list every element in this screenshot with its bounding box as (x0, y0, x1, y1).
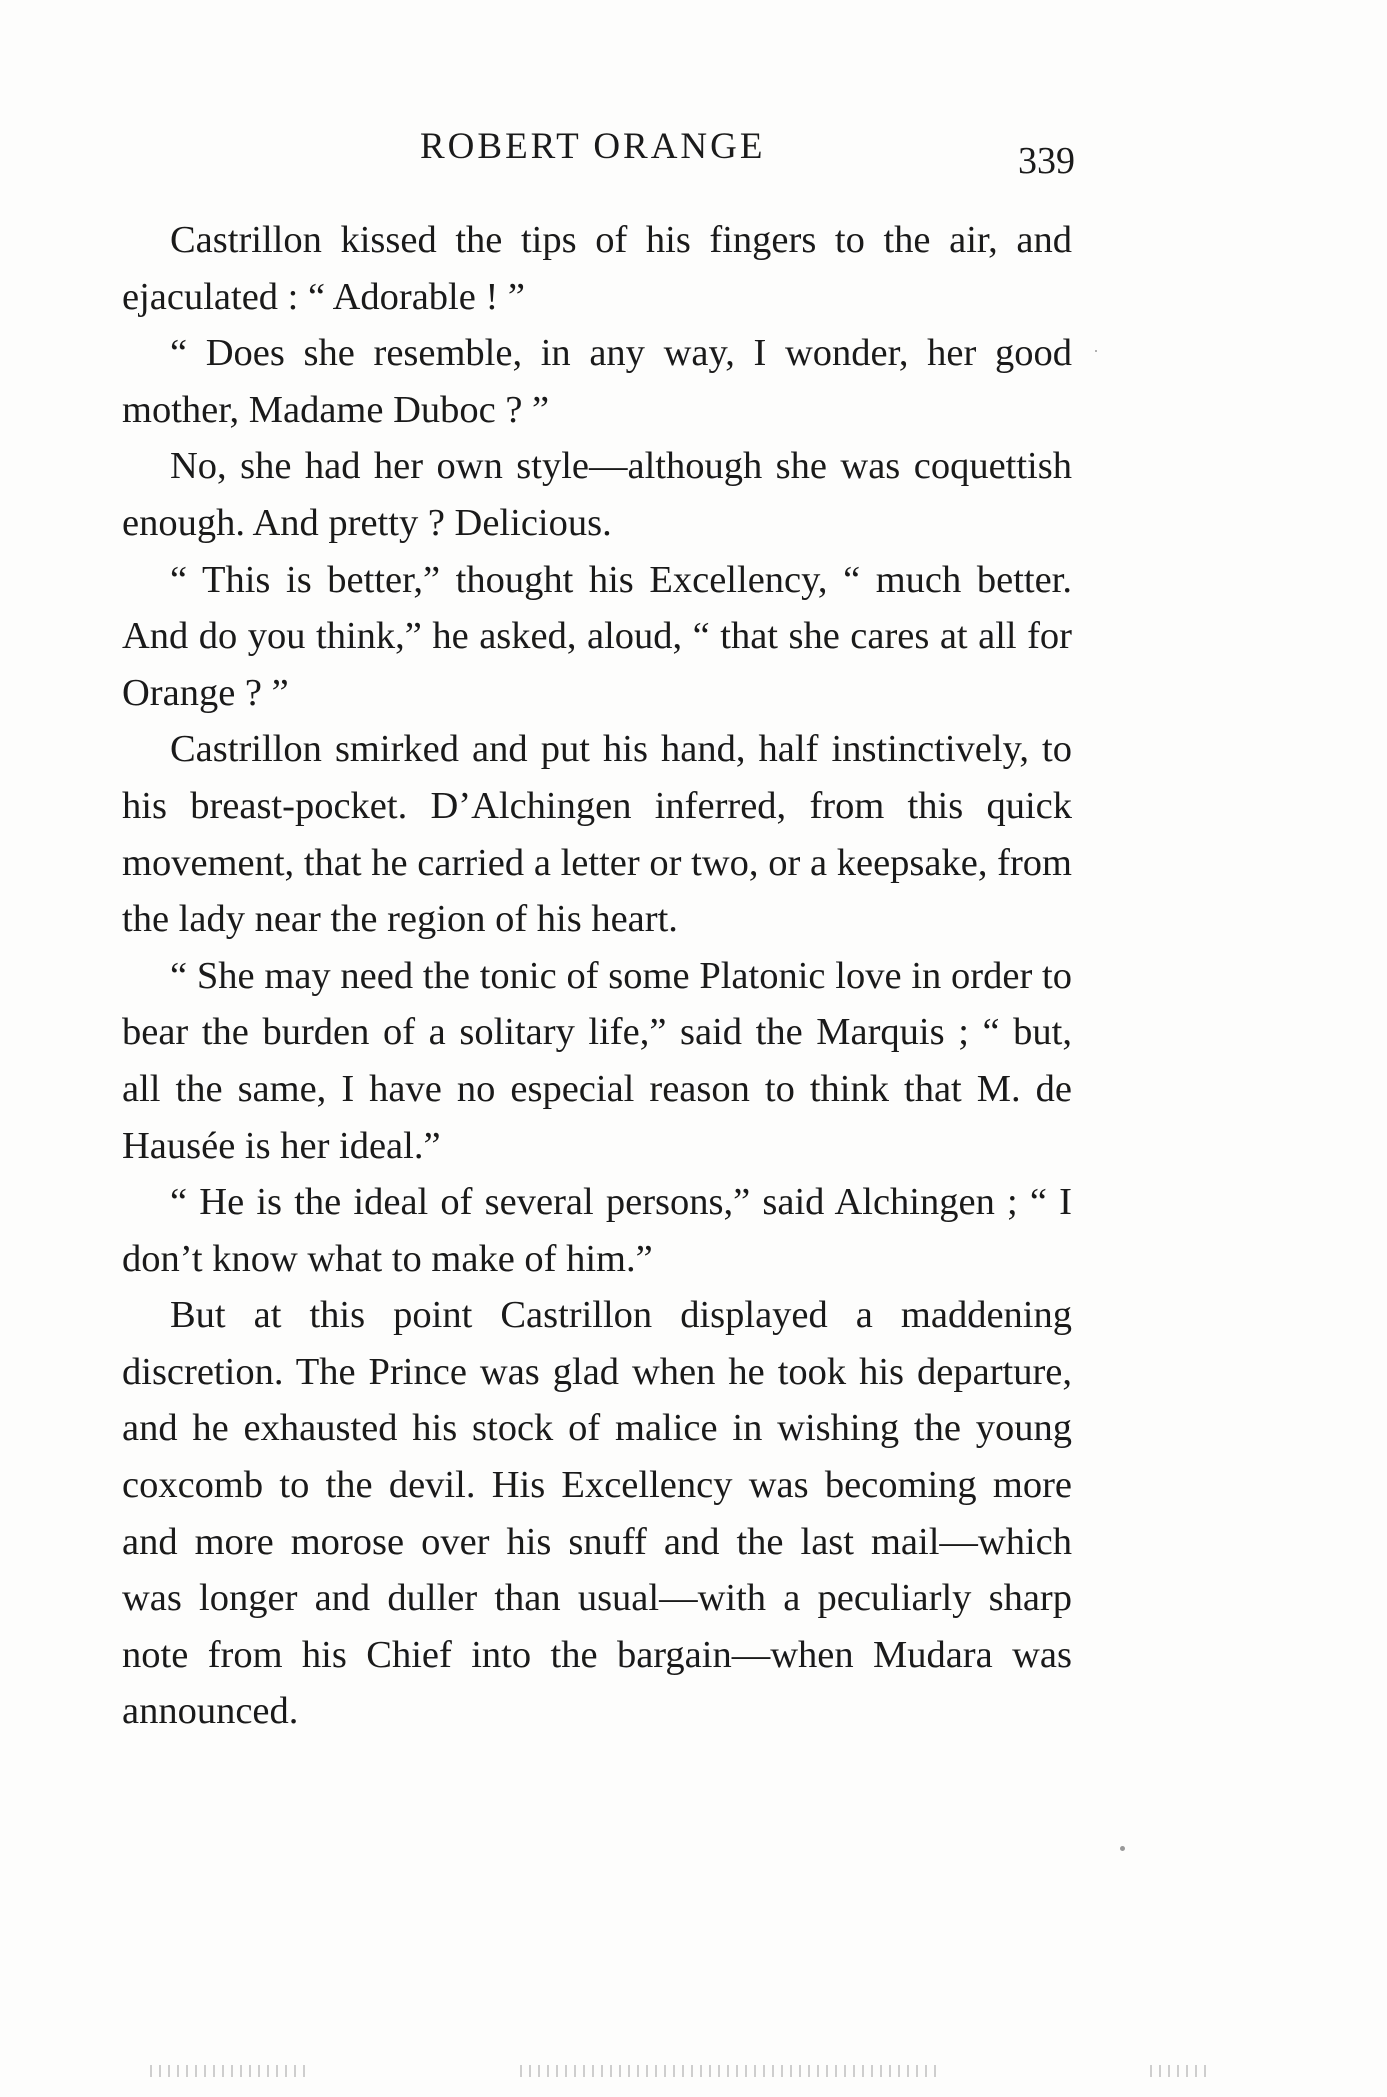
scan-noise-strip (150, 2065, 310, 2077)
paragraph: Castrillon kissed the tips of his fingers to the air, and ejaculated : “ Adorable ! ” (122, 219, 1072, 318)
running-head (0, 125, 1387, 185)
paragraph: But at this point Castrillon displayed a maddening discretion. The Prince was glad when he took his departure, and he exhausted his stock of malice in wishing the young coxcomb to the devil. His Excellency was becoming more and more morose over his snuff and the last mail—which was longer and duller than usual—with a peculiarly sharp note from his Chief into the bargain—when Mudara was announced. (122, 1294, 1072, 1733)
paragraph: “ This is better,” thought his Excellency, “ much better. And do you think,” he asked, aloud, “ that she cares at all for Orange ? ” (122, 558, 1072, 714)
paragraph: “ She may need the tonic of some Platonic love in order to bear the burden of a solitary life,” said the Marquis ; “ but, all the same, I have no especial reason to think that M. de Hausée is her ideal.” (122, 954, 1072, 1167)
paragraph: “ He is the ideal of several persons,” said Alchingen ; “ I don’t know what to make of him.” (122, 1181, 1072, 1280)
scan-speck (1095, 350, 1097, 352)
running-title: ROBERT ORANGE (420, 126, 766, 167)
paragraph: “ Does she resemble, in any way, I wonder, her good mother, Madame Duboc ? ” (122, 332, 1072, 431)
scan-noise-strip (520, 2065, 940, 2077)
scan-speck (1120, 1846, 1125, 1851)
body-text (122, 212, 1072, 1740)
page-number: 339 (1018, 140, 1075, 182)
scan-noise-strip (1150, 2065, 1210, 2077)
paragraph: No, she had her own style—although she was coquettish enough. And pretty ? Delicious. (122, 445, 1072, 544)
paragraph: Castrillon smirked and put his hand, half instinctively, to his breast-pocket. D’Alchingen inferred, from this quick movement, that he carried a letter or two, or a keepsake, from the lady near the region of his heart. (122, 728, 1072, 941)
